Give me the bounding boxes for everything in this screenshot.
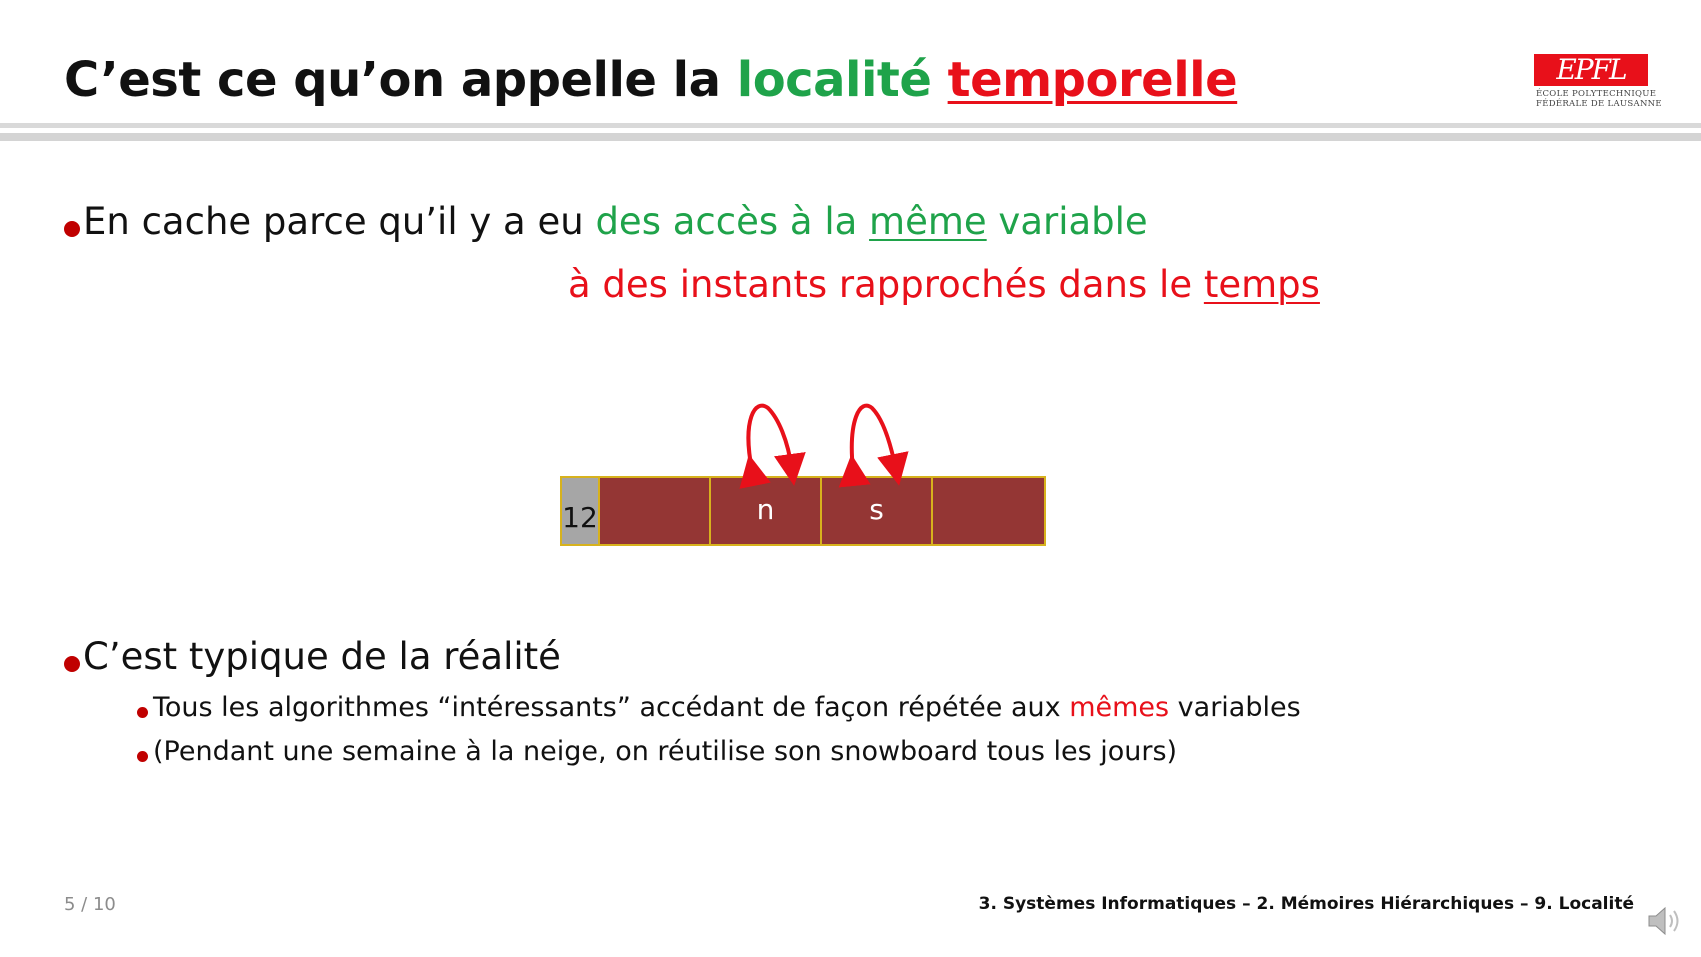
title-temporelle: temporelle: [947, 52, 1238, 108]
bullet-1-temps: temps: [1203, 263, 1320, 306]
bullet-1-line2a: à des instants rapprochés dans le: [568, 263, 1204, 306]
sub-bullet-2-text: (Pendant une semaine à la neige, on réutilise son snowboard tous les jours): [153, 736, 1178, 767]
bullet-1-meme: même: [869, 200, 987, 243]
sub-bullet-dot: [137, 751, 148, 762]
page-number: 5 / 10: [64, 894, 116, 915]
sub-bullet-2: [137, 732, 1177, 772]
bullet-1-text4: variable: [986, 200, 1148, 243]
footer-breadcrumb: 3. Systèmes Informatiques – 2. Mémoires Hiérarchiques – 9. Localité: [978, 894, 1634, 914]
bullet-2-text: C’est typique de la réalité: [83, 635, 561, 678]
memory-cell-gray: 12: [560, 476, 600, 546]
title-localite: localité: [736, 52, 932, 108]
speaker-icon[interactable]: [1647, 904, 1685, 938]
bullet-dot: [64, 656, 80, 672]
bullet-1-text2: des accès à la: [595, 200, 870, 243]
logo-text-line2: FÉDÉRALE DE LAUSANNE: [1536, 99, 1662, 109]
sub-bullet-1: [137, 688, 1301, 728]
sub-bullet-1-memes: mêmes: [1069, 692, 1170, 723]
title-part1: C’est ce qu’on appelle la: [64, 52, 737, 108]
bullet-2: [64, 632, 561, 682]
arrow-s-loop: [852, 406, 896, 470]
sub-bullet-1-c: variables: [1169, 692, 1301, 723]
arrow-n-loop: [748, 406, 792, 470]
memory-cell-s: s: [820, 476, 933, 546]
sub-bullet-1-a: Tous les algorithmes “intéressants” accédant de façon répétée aux: [153, 692, 1070, 723]
bullet-1-text1: En cache parce qu’il y a eu: [83, 200, 596, 243]
logo-mark: EPFL: [1556, 53, 1626, 86]
logo-text-line1: ÉCOLE POLYTECHNIQUE: [1536, 89, 1657, 99]
sub-bullet-dot: [137, 707, 148, 718]
memory-cell-n: n: [709, 476, 822, 546]
